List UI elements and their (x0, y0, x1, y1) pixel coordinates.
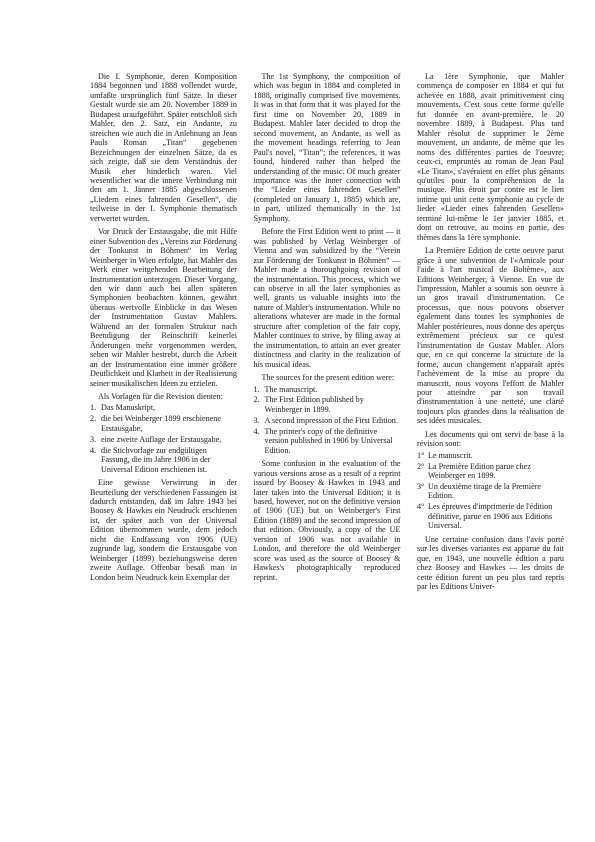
english-paragraph: Before the First Edition went to print — it was published by Verlag Weinberger of Vienna and was subsidized by the “Verein zur Förderung der Tonkunst in Böhmen” — Mahler made a thoroughgoing revision of the instrumentation. This process, which we can observe in all the later symphonies as well, grants us valuable insights into the nature of Mahler's instrumentation. While no alterations whatever are made in the formal structure after completion of the fair copy, Mahler continues to strive, by filing away at the instrumentation, to attain an ever greater distinctness and clarity in the realization of his musical ideas. (253, 227, 401, 369)
list-item-number: 4° (417, 502, 425, 512)
list-item-number: 1° (417, 450, 425, 460)
list-item (417, 482, 564, 501)
list-item-number: 1. (90, 403, 97, 413)
list-item (90, 446, 237, 474)
list-item-number: 4. (253, 426, 260, 436)
english-paragraph: The 1st Symphony, the composition of which was begun in 1884 and completed in 1888, originally comprised five movements. It was in that form that it was played for the first time on November 20, 1889 in Budapest. Mahler later decided to drop the second movement, an Andante, as well as the movement headings referring to Jean Paul's novel, “Titan”; the references, it was found, hindered rather than helped the understanding of the music. Of much greater importance was the inner connection with the “Lieder eines fahrenden Gesellen” (completed on January 1, 1885) which are, in part, utilized thematically in the 1st Symphony. (253, 72, 401, 223)
list-item-number: 1. (253, 384, 260, 394)
list-item-text: La Première Edition parue chez Weinberger en 1899. (428, 461, 531, 481)
list-item-number: 3° (417, 482, 425, 492)
column-german (90, 72, 237, 832)
list-item (254, 385, 401, 394)
german-paragraph: Die I. Symphonie, deren Komposition 1884 begonnen und 1888 vollendet wurde, umfaßte ursprünglich fünf Sätze. In dieser Gestalt wurde sie am 20. November 1889 in Budapest uraufgeführt. Später entschloß sich Mahler, den 2. Satz, ein Andante, zu streichen wie auch die in Anlehnung an Jean Pauls Roman „Titan“ gegebenen Bezeichnungen der einzelnen Sätze, da es sich zeigte, daß sie dem Verständnis der Musik eher hinderlich waren. Viel wesentlicher war die innere Verbindung mit den am 1. Jänner 1885 abgeschlossenen „Liedern eines fahrenden Gesellen“, die teilweise in der I. Symphonie thematisch verwertet wurden. (90, 72, 237, 223)
german-source-list (90, 403, 237, 474)
list-item (254, 395, 401, 414)
list-item-text: Un deuxième tirage de la Première Edition. (428, 482, 542, 501)
list-item (254, 416, 401, 425)
english-source-list (254, 385, 401, 456)
german-paragraph: Eine gewisse Verwirrung in der Beurteilung der verschiedenen Fassungen ist dadurch entstanden, daß im Jahre 1943 bei Boosey & Hawkes ein Neudruck erschienen ist, der später auch von der Universal Edition übernommen wurde, dem jedoch nicht die Endfassung von 1906 (UE) zugrunde lag, sondern die Erstausgabe von Weinberger (1899) beziehungsweise deren zweite Auflage. Offenbar besaß man in London beim Neudruck kein Exemplar der (90, 478, 237, 582)
list-item-number: 2. (253, 395, 260, 405)
column-french (417, 72, 564, 832)
list-item-text: die bei Weinberger 1899 erschienene Erstausgabe, (101, 414, 221, 433)
list-item (417, 502, 564, 530)
column-english (254, 72, 401, 832)
list-item (90, 414, 237, 433)
list-item-number: 3. (90, 434, 97, 444)
list-item-text: Das Manuskript, (101, 403, 156, 413)
french-paragraph: La 1ère Symphonie, que Mahler commença de composer en 1884 et qui fut achevée en 1888, avait primitivement cinq mouvements. C'est sous cette forme qu'elle fut donnée en avant-première, le 20 novembre 1889, à Budapest. Plus tard Mahler résolut de supprimer le 2ème mouvement, un andante, de même que les noms des différentes parties de l'oeuvre; ceux-ci, empruntés au roman de Jean Paul «Le Titan», s'avéraient en effet plus gênants qu'utiles pour la compréhension de la musique. Plus étroit par contre est le lien intime qui unit cette symphonie au cycle de lieder «Lieder eines fahrenden Gesellen» terminé lui-même le 1er janvier 1885, et dont on retrouve, au moins en partie, des thèmes dans la 1ère symphonie. (417, 72, 564, 242)
list-item (417, 451, 564, 460)
list-item (254, 427, 401, 455)
french-paragraph: La Première Edition de cette oeuvre parut grâce à une subvention de l'«Amicale pour l'aide à l'art musical de Bohème», aux Editions Weinberger, à Vienne. En vue de l'impression, Mahler a soumis son oeuvre à un gros travail d'instrumentation. Ce processus, que nous pouvons observer également dans toutes les symphonies de Mahler postérieures, nous donne des aperçus extrêmement précieux sur ce qu'est l'instrumentation de Gustav Mahler. Alors que, en ce qui concerne la structure de la forme, aucun changement n'apparaît après l'achèvement de la mise au propre du manuscrit, nous voyons l'effort de Mahler pour atteindre par son travail d'instrumentation à une netteté, une clarté toujours plus grandes dans la réalisation de ses idées musicales. (417, 246, 564, 426)
list-item-text: eine zweite Auflage der Erstausgabe, (101, 434, 222, 444)
english-list-intro: The sources for the present edition were: (261, 373, 395, 383)
list-item (417, 462, 564, 481)
list-item-text: die Stichvorlage zur endgültigen Fassung, die im Jahre 1906 in der Universal Edition erschienen ist. (101, 445, 211, 474)
list-item-text: The manuscript. (264, 384, 318, 394)
list-item (90, 403, 237, 412)
list-item-text: Les épreuves d'imprimerie de l'édition définitive, parue en 1906 aux Editions Universal. (428, 502, 553, 531)
list-item-number: 2° (417, 461, 425, 471)
list-item-number: 4. (90, 445, 97, 455)
german-paragraph: Vor Druck der Erstausgabe, die mit Hilfe einer Subvention des „Vereins zur Förderung der Tonkunst in Böhmen“ im Verlag Weinberger in Wien erfolgte, hat Mahler das Werk einer weitgehenden Bearbeitung der Instrumentation unterzogen. Dieser Vorgang, den wir dann auch bei allen späteren Symphonien beobachten können, gewährt überaus wertvolle Einblicke in das Wesen der Instrumentation Gustav Mahlers. Während an der formalen Struktur nach Beendigung der Reinschrift keinerlei Änderungen mehr vorgenommen werden, sehen wir Mahler bestrebt, durch die Arbeit an der Instrumentation eine immer größere Deutlichkeit und Klarheit in der Realisierung seiner musikalischen Ideen zu erzielen. (90, 227, 237, 388)
page-body (90, 72, 564, 832)
german-list-intro: Als Vorlagen für die Revision dienten: (98, 391, 223, 401)
list-item-text: The printer's copy of the definitive version published in 1906 by Universal Edition. (264, 426, 393, 455)
list-item-number: 3. (253, 415, 260, 425)
french-paragraph: Une certaine confusion dans l'avis porté sur les diverses variantes est apparue du fait que, en 1943, une nouvelle édition a paru chez Boosey and Hawkes — les droits de cette édition furent un peu plus tard repris par les Editions Univer- (417, 534, 564, 592)
french-source-list (417, 451, 564, 531)
list-item-text: A second impression of the First Edition. (264, 415, 398, 425)
list-item-number: 2. (90, 414, 97, 424)
english-paragraph: Some confusion in the evaluation of the various versions arose as a result of a reprint issued by Boosey & Hawkes in 1943 and later taken into the Universal Edition; it is based, however, not on the definitive version of 1906 (UE) but on Weinberger's First Edition (1889) and the second impression of that edition. Obviously, a copy of the UE version of 1906 was not available in London, and therefore the old Weinberger score was used as the source of Boosey & Hawkes's photographically reproduced reprint. (253, 459, 401, 582)
list-item (90, 435, 237, 444)
french-list-intro: Les documents qui ont servi de base à la révision sont: (417, 429, 564, 449)
list-item-text: Le manuscrit. (428, 450, 473, 460)
list-item-text: The First Edition published by Weinberger in 1899. (264, 395, 364, 414)
